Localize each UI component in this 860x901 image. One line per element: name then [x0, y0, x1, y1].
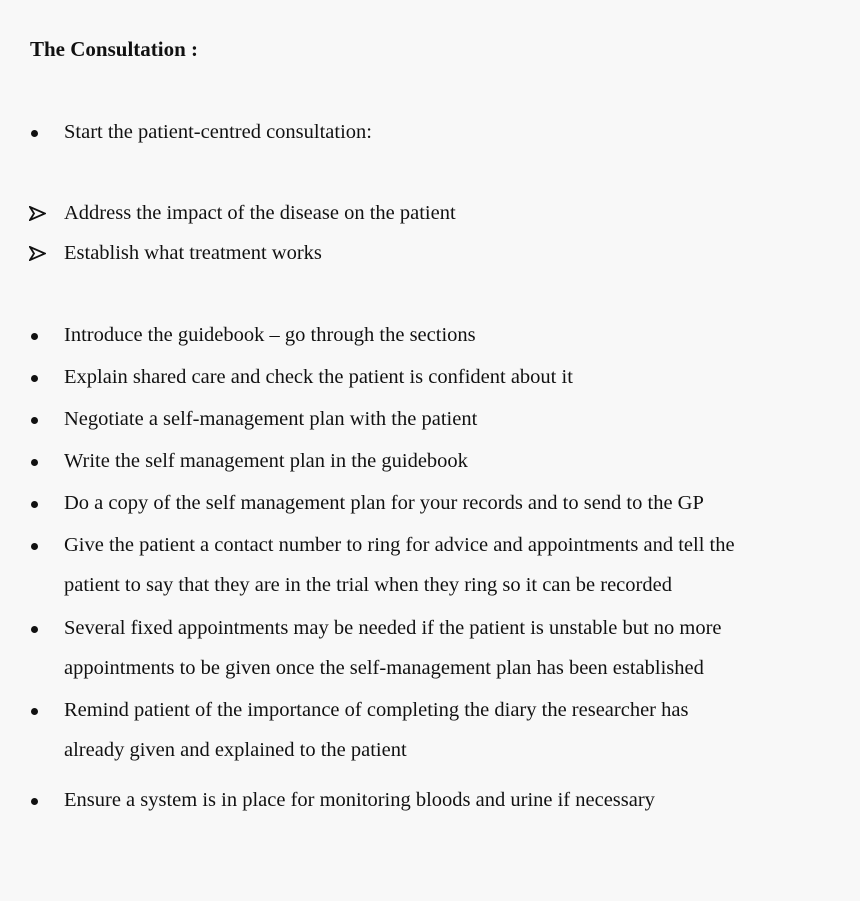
- step-text-line: Give the patient a contact number to ring for advice and appointments and tell the: [64, 534, 735, 556]
- step-text: Do a copy of the self management plan for your records and to send to the GP: [64, 492, 704, 514]
- step-text: Ensure a system is in place for monitoring bloods and urine if necessary: [64, 789, 655, 811]
- bullet-icon: [28, 616, 48, 640]
- step-text: [64, 608, 854, 688]
- step-text-line: Several fixed appointments may be needed if the patient is unstable but no more: [64, 617, 722, 639]
- arrowhead-icon: [28, 201, 48, 225]
- step-text: Introduce the guidebook – go through the sections: [64, 324, 476, 346]
- step-text-line: appointments to be given once the self-management plan has been established: [64, 657, 704, 679]
- bullet-icon: [28, 533, 48, 557]
- step-text-line: Remind patient of the importance of completing the diary the researcher has: [64, 699, 689, 721]
- step-text: Negotiate a self-management plan with the patient: [64, 408, 478, 430]
- bullet-icon: [28, 120, 48, 144]
- section-heading: The Consultation :: [30, 37, 199, 61]
- step-text-line: already given and explained to the patient: [64, 739, 407, 761]
- step-text: Write the self management plan in the guidebook: [64, 450, 468, 472]
- sub-point-text: Address the impact of the disease on the patient: [64, 202, 456, 224]
- bullet-icon: [28, 407, 48, 431]
- bullet-icon: [28, 698, 48, 722]
- arrowhead-icon: [28, 241, 48, 265]
- step-text: [64, 525, 854, 605]
- step-text: [64, 690, 854, 770]
- bullet-icon: [28, 323, 48, 347]
- step-text: Explain shared care and check the patient is confident about it: [64, 366, 573, 388]
- bullet-icon: [28, 491, 48, 515]
- bullet-icon: [28, 365, 48, 389]
- intro-text: Start the patient-centred consultation:: [64, 121, 372, 143]
- sub-point-text: Establish what treatment works: [64, 242, 322, 264]
- bullet-icon: [28, 788, 48, 812]
- step-text-line: patient to say that they are in the trial when they ring so it can be recorded: [64, 574, 672, 596]
- bullet-icon: [28, 449, 48, 473]
